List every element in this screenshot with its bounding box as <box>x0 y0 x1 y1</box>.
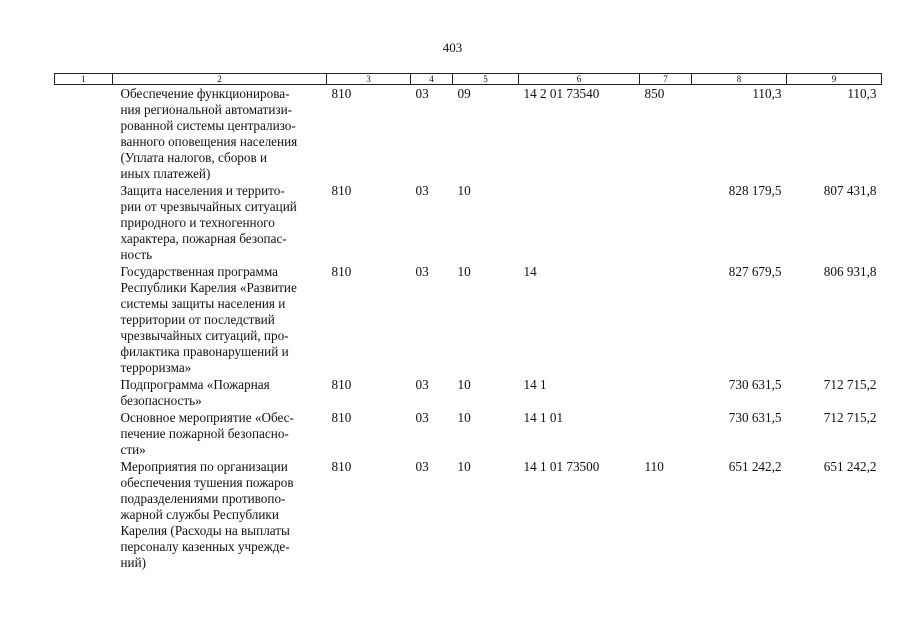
cell-amount-1: 828 179,5 <box>728 183 782 198</box>
cell-target-article: 14 1 01 73500 <box>523 459 600 474</box>
header-col-5: 5 <box>453 74 519 85</box>
cell-target-article: 14 <box>523 264 537 279</box>
cell-subsection: 10 <box>457 264 471 279</box>
table-row <box>55 458 882 571</box>
header-col-4: 4 <box>411 74 453 85</box>
cell-expense-type: 110 <box>644 459 664 474</box>
cell-ministry-code: 810 <box>331 183 352 198</box>
table-row <box>55 85 882 183</box>
header-col-2: 2 <box>113 74 327 85</box>
cell-col-1 <box>55 409 113 458</box>
cell-amount-2: 712 715,2 <box>823 410 877 425</box>
row-name: Обеспечение функционирова- ния региональной автоматизи- рованной системы централизо- ванного оповещения населения (Уплата налогов, сборов и иных платежей) <box>120 86 298 181</box>
cell-target-article <box>519 182 640 263</box>
cell-expense-type <box>640 182 692 263</box>
row-name: Основное мероприятие «Обес- печение пожарной безопасно- сти» <box>120 410 294 457</box>
header-col-6: 6 <box>519 74 640 85</box>
cell-subsection: 09 <box>457 86 471 101</box>
header-col-3: 3 <box>327 74 411 85</box>
cell-target-article: 14 1 01 <box>523 410 564 425</box>
header-col-7: 7 <box>640 74 692 85</box>
cell-col-1 <box>55 458 113 571</box>
table-row <box>55 409 882 458</box>
row-name: Мероприятия по организации обеспечения тушения пожаров подразделениями противопо- жарной службы Республики Карелия (Расходы на выплаты персоналу казенных учрежде- ний) <box>120 459 294 570</box>
cell-amount-2: 651 242,2 <box>823 459 877 474</box>
cell-subsection: 10 <box>457 183 471 198</box>
row-name: Защита населения и террито- рии от чрезвычайных ситуаций природного и техногенного характера, пожарная безопас- ность <box>120 183 297 262</box>
cell-expense-type <box>640 409 692 458</box>
cell-amount-2: 806 931,8 <box>823 264 877 279</box>
row-name: Государственная программа Республики Карелия «Развитие системы защиты населения и территории от последствий чрезвычайных ситуаций, про- филактика правонарушений и терроризма» <box>120 264 297 375</box>
header-col-8: 8 <box>692 74 787 85</box>
cell-subsection: 10 <box>457 377 471 392</box>
cell-amount-1: 827 679,5 <box>728 264 782 279</box>
cell-section: 03 <box>415 459 429 474</box>
cell-section: 03 <box>415 86 429 101</box>
cell-amount-1: 651 242,2 <box>728 459 782 474</box>
page-number: 403 <box>442 40 463 55</box>
header-col-1: 1 <box>55 74 113 85</box>
budget-table <box>54 73 882 571</box>
cell-section: 03 <box>415 183 429 198</box>
row-name: Подпрограмма «Пожарная безопасность» <box>120 377 270 408</box>
cell-col-1 <box>55 376 113 409</box>
cell-section: 03 <box>415 377 429 392</box>
table-header <box>55 74 882 85</box>
cell-amount-2: 712 715,2 <box>823 377 877 392</box>
cell-col-1 <box>55 263 113 376</box>
table-row <box>55 263 882 376</box>
header-col-9: 9 <box>787 74 882 85</box>
cell-ministry-code: 810 <box>331 410 352 425</box>
cell-amount-1: 730 631,5 <box>728 377 782 392</box>
cell-subsection: 10 <box>457 459 471 474</box>
cell-col-1 <box>55 85 113 183</box>
cell-amount-1: 730 631,5 <box>728 410 782 425</box>
cell-section: 03 <box>415 264 429 279</box>
cell-ministry-code: 810 <box>331 86 352 101</box>
cell-expense-type <box>640 376 692 409</box>
cell-ministry-code: 810 <box>331 377 352 392</box>
table-row <box>55 182 882 263</box>
table-body <box>55 85 882 572</box>
cell-target-article: 14 1 <box>523 377 547 392</box>
table-row <box>55 376 882 409</box>
cell-expense-type <box>640 263 692 376</box>
cell-ministry-code: 810 <box>331 459 352 474</box>
cell-ministry-code: 810 <box>331 264 352 279</box>
cell-target-article: 14 2 01 73540 <box>523 86 600 101</box>
cell-section: 03 <box>415 410 429 425</box>
cell-amount-2: 110,3 <box>847 86 877 101</box>
cell-amount-1: 110,3 <box>752 86 782 101</box>
cell-col-1 <box>55 182 113 263</box>
header-row <box>55 74 882 85</box>
cell-amount-2: 807 431,8 <box>823 183 877 198</box>
cell-expense-type: 850 <box>644 86 665 101</box>
cell-subsection: 10 <box>457 410 471 425</box>
